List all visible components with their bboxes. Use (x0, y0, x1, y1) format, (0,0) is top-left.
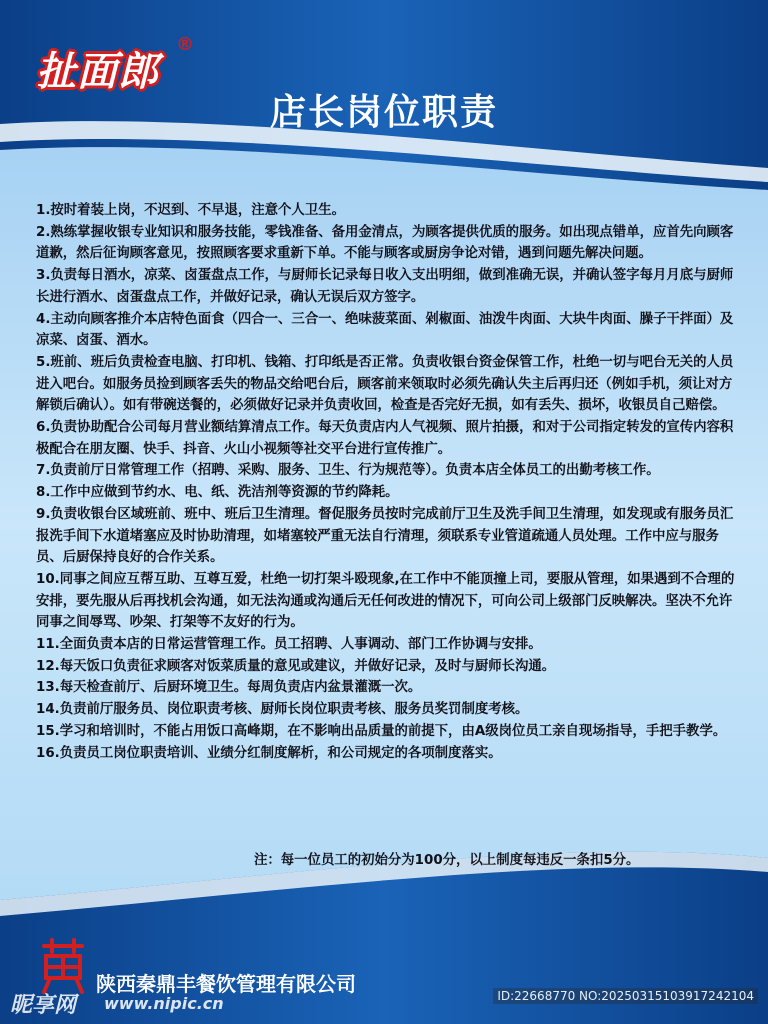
duties-list (36, 200, 736, 764)
duty-item: 7.负责前厅日常管理工作（招聘、采购、服务、卫生、行为规范等）。负责本店全体员工的出勤考核工作。 (36, 463, 660, 479)
duty-item: 16.负责员工岗位职责培训、业绩分红制度解析，和公司规定的各项制度落实。 (36, 745, 502, 761)
scoring-note: 注：每一位员工的初始分为100分，以上制度每违反一条扣5分。 (254, 853, 640, 868)
duty-item: 6.负责协助配合公司每月营业额结算清点工作。每天负责店内人气视频、照片拍摄，和对于公司指定转发的宣传内容积极配合在朋友圈、快手、抖音、火山小视频等社交平台进行宣传推广。 (36, 420, 734, 457)
watermark-url: www.nipic.cn (104, 994, 224, 1013)
duty-item: 12.每天饭口负责征求顾客对饭菜质量的意见或建议，并做好记录，及时与厨师长沟通。 (36, 658, 556, 674)
duty-item: 14.负责前厅服务员、岗位职责考核、厨师长岗位职责考核、服务员奖罚制度考核。 (36, 702, 529, 718)
duty-item: 15.学习和培训时，不能占用饭口高峰期，在不影响出品质量的前提下，由A级岗位员工亲自现场指导，手把手教学。 (36, 723, 727, 739)
duty-item: 8.工作中应做到节约水、电、纸、洗洁剂等资源的节约降耗。 (36, 485, 399, 501)
duty-item: 11.全面负责本店的日常运营管理工作。员工招聘、人事调动、部门工作协调与安排。 (36, 637, 542, 653)
duty-item: 3.负责每日酒水，凉菜、卤蛋盘点工作，与厨师长记录每日收入支出明细，做到准确无误，并确认签字每月月底与厨师长进行酒水、卤蛋盘点工作，并做好记录，确认无误后双方签字。 (36, 268, 734, 305)
watermark-logo: 昵享网 (10, 993, 77, 1018)
company-name: 陕西秦鼎丰餐饮管理有限公司 (96, 972, 356, 996)
registered-mark: ® (176, 34, 194, 55)
duty-item: 13.每天检查前厅、后厨环境卫生。每周负责店内盆景灌溉一次。 (36, 680, 422, 696)
watermark-id: ID:22668770 NO:20250315103917242104 (493, 988, 758, 1004)
duty-item: 5.班前、班后负责检查电脑、打印机、钱箱、打印纸是否正常。负责收银台资金保管工作，杜绝一切与吧台无关的人员进入吧台。如服务员捡到顾客丢失的物品交给吧台后，顾客前来领取时必须先确认失主后再归还（例如手机，须让对方解锁后确认）。如有带碗送餐的，必须做好记录并负责收回，检查是否完好无损，如有丢失、损坏，收银员自己赔偿。 (36, 354, 734, 414)
duty-item: 2.熟练掌握收银专业知识和服务技能，零钱准备、备用金清点，为顾客提供优质的服务。如出现点错单，应首先向顾客道歉，然后征询顾客意见，按照顾客要求重新下单。不能与顾客或厨房争论对错，遇到问题先解决问题。 (36, 224, 734, 262)
duty-item: 10.同事之间应互帮互助、互尊互爱，杜绝一切打架斗殴现象,在工作中不能顶撞上司，要服从管理，如果遇到不合理的安排，要先服从后再找机会沟通，如无法沟通或沟通后无任何改进的情况下，可向公司上级部门反映解决。坚决不允许同事之间辱骂、吵架、打架等不友好的行为。 (36, 571, 735, 631)
duty-item: 1.按时着装上岗，不迟到、不早退，注意个人卫生。 (36, 203, 345, 218)
page-title: 店长岗位职责 (269, 92, 498, 133)
duty-item: 9.负责收银台区域班前、班中、班后卫生清理。督促服务员按时完成前厅卫生及洗手间卫生清理，如发现或有服务员汇报洗手间下水道堵塞应及时协助清理，如堵塞较严重无法自行清理，须联系专业管道疏通人员处理。工作中应与服务员、后厨保持良好的合作关系。 (36, 506, 734, 566)
duty-item: 4.主动向顾客推介本店特色面食（四合一、三合一、绝味菠菜面、剁椒面、油泼牛肉面、大块牛肉面、臊子干拌面）及凉菜、卤蛋、酒水。 (36, 311, 734, 349)
logo-text: 扯面郎 (36, 48, 159, 95)
